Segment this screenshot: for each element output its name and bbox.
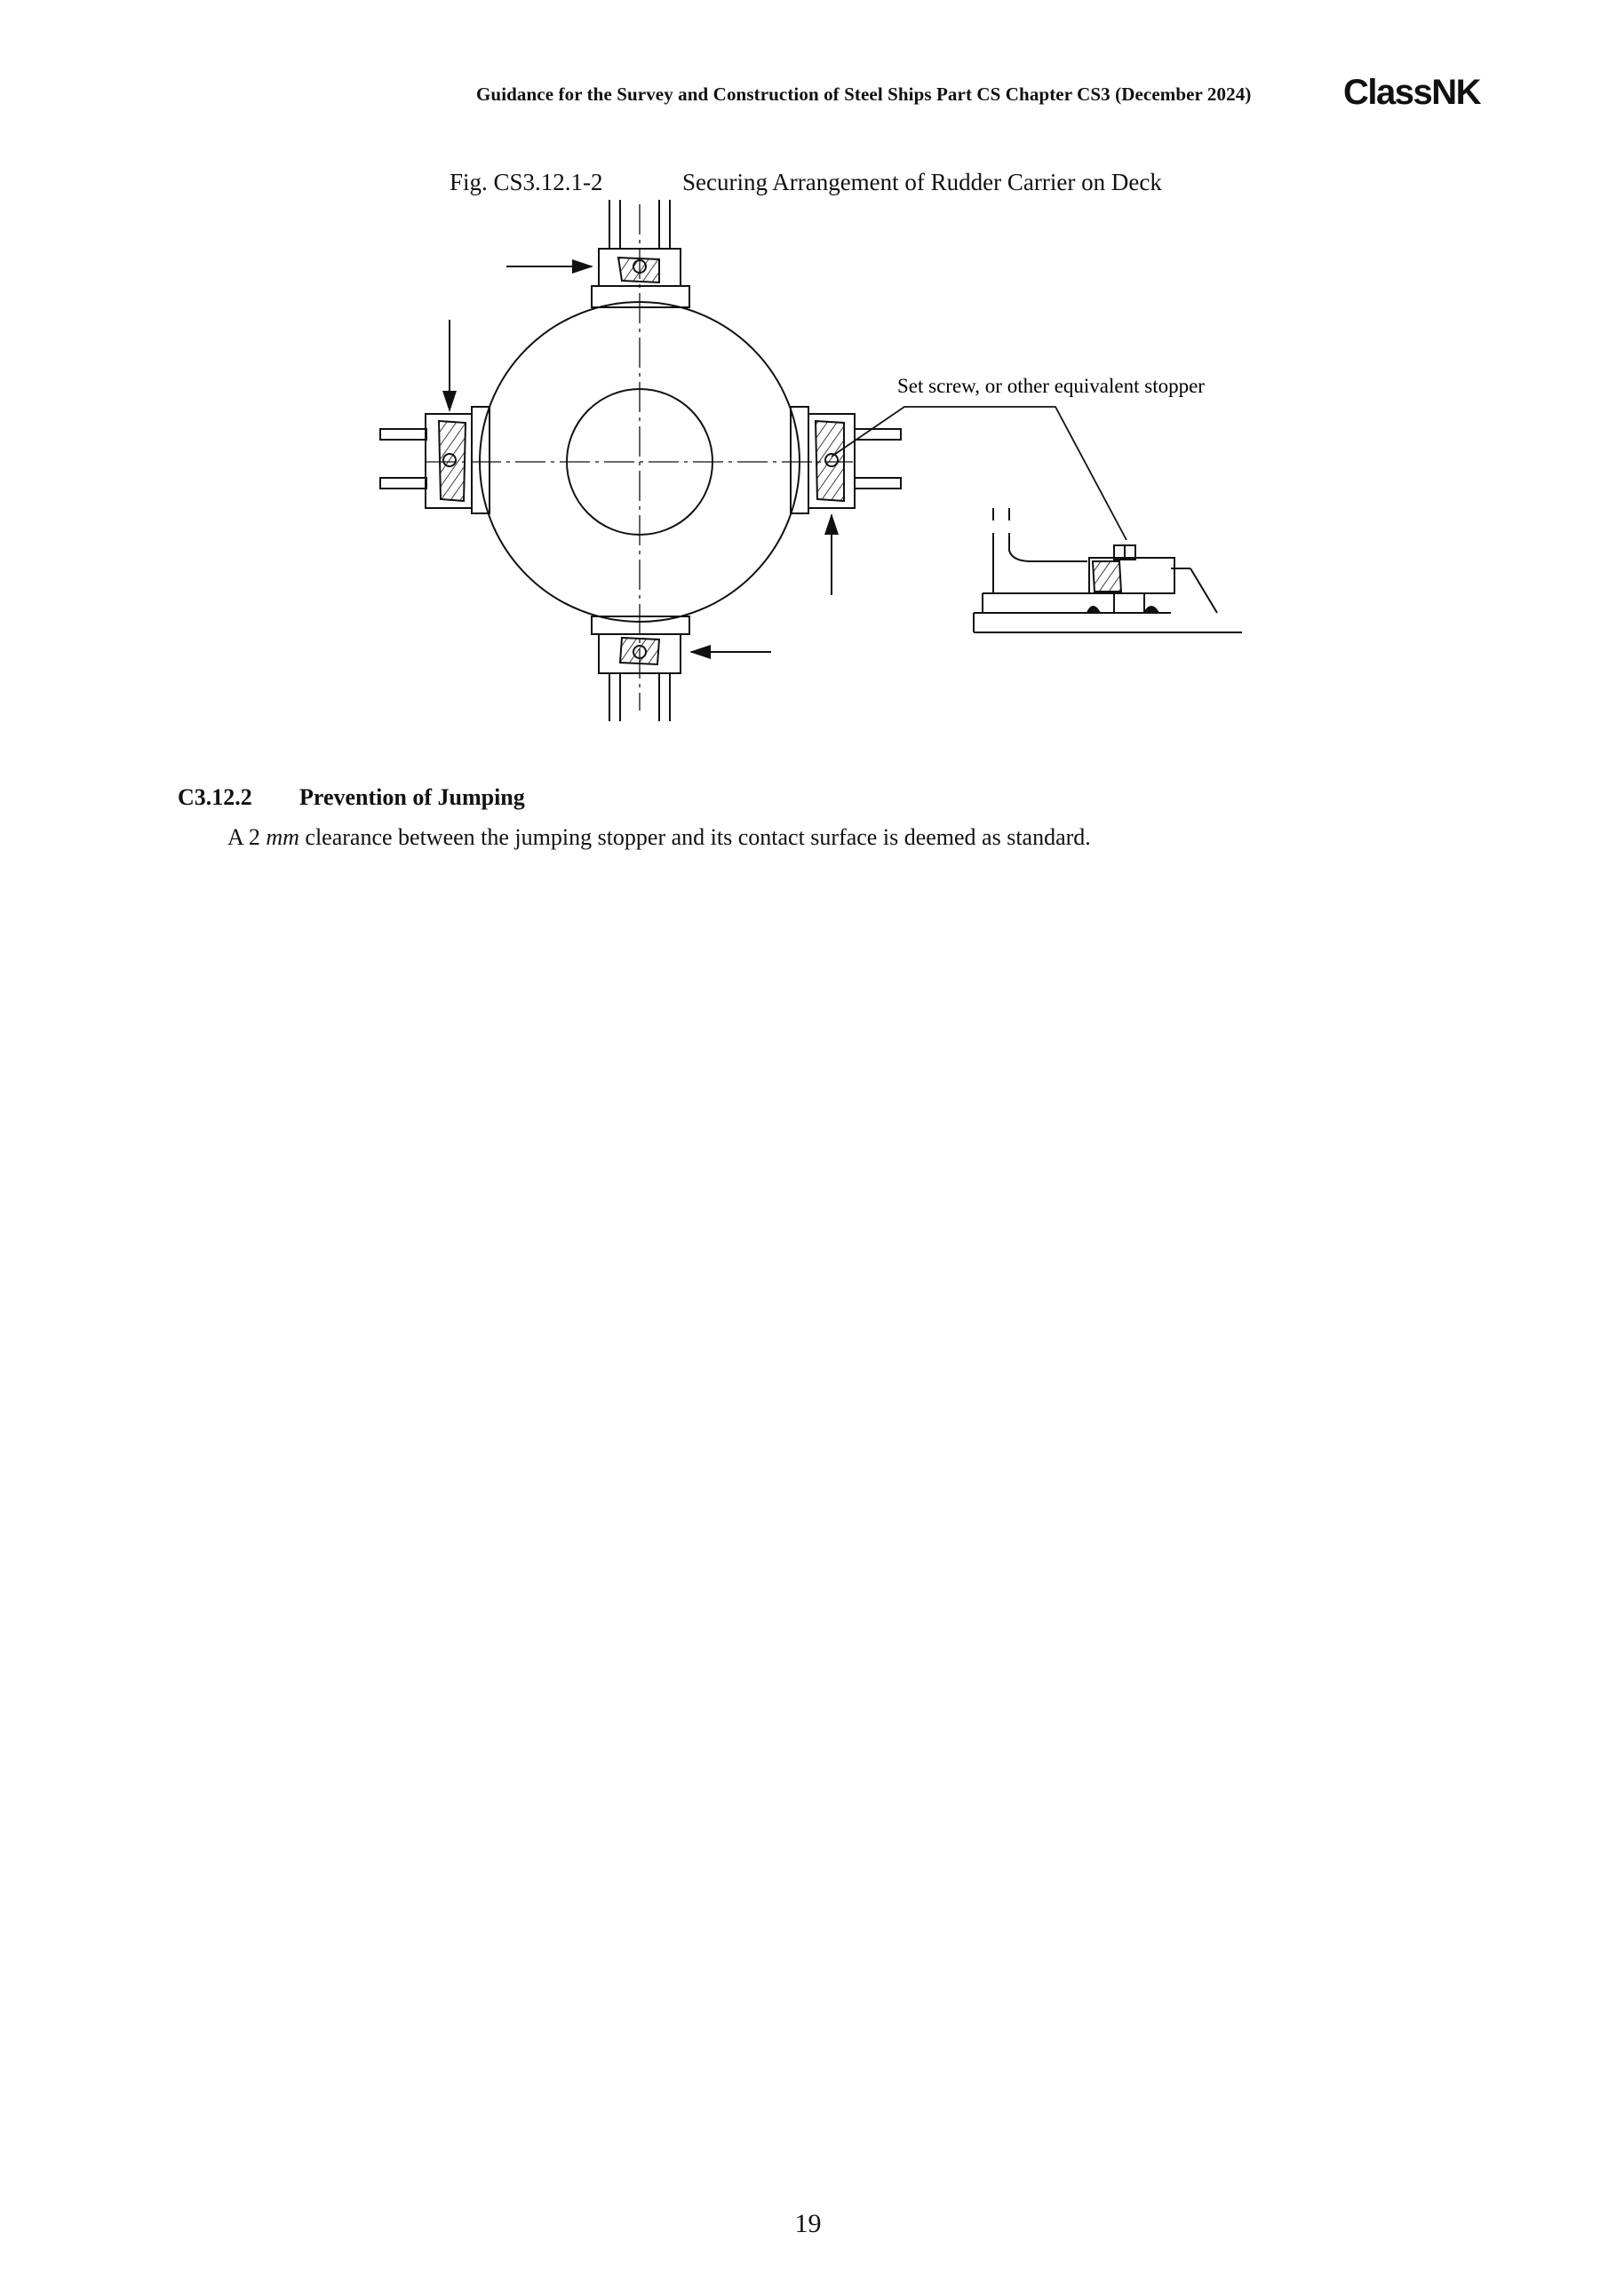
para-prefix: A 2	[227, 824, 267, 850]
right-stopper-bracket	[791, 407, 901, 513]
classnk-logo: ClassNK	[1343, 73, 1481, 112]
section-paragraph	[227, 824, 1091, 851]
side-detail-view	[974, 508, 1242, 632]
running-header: Guidance for the Survey and Construction of Steel Ships Part CS Chapter CS3 (December 2024)	[476, 83, 1252, 105]
top-stopper-bracket	[592, 200, 689, 307]
section-number: C3.12.2	[178, 784, 252, 810]
para-unit: mm	[266, 824, 299, 850]
section-title: Prevention of Jumping	[299, 784, 525, 810]
para-suffix: clearance between the jumping stopper and its contact surface is deemed as standard.	[299, 824, 1091, 850]
bottom-stopper-bracket	[592, 616, 689, 721]
figure-label: Fig. CS3.12.1-2	[450, 169, 603, 195]
page-number: 19	[794, 2209, 822, 2238]
stopper-callout-text: Set screw, or other equivalent stopper	[897, 375, 1205, 397]
left-stopper-bracket	[380, 407, 490, 513]
figure-title: Securing Arrangement of Rudder Carrier on Deck	[682, 169, 1162, 195]
callout-leader	[832, 407, 1126, 540]
rudder-carrier-diagram	[0, 0, 1616, 799]
